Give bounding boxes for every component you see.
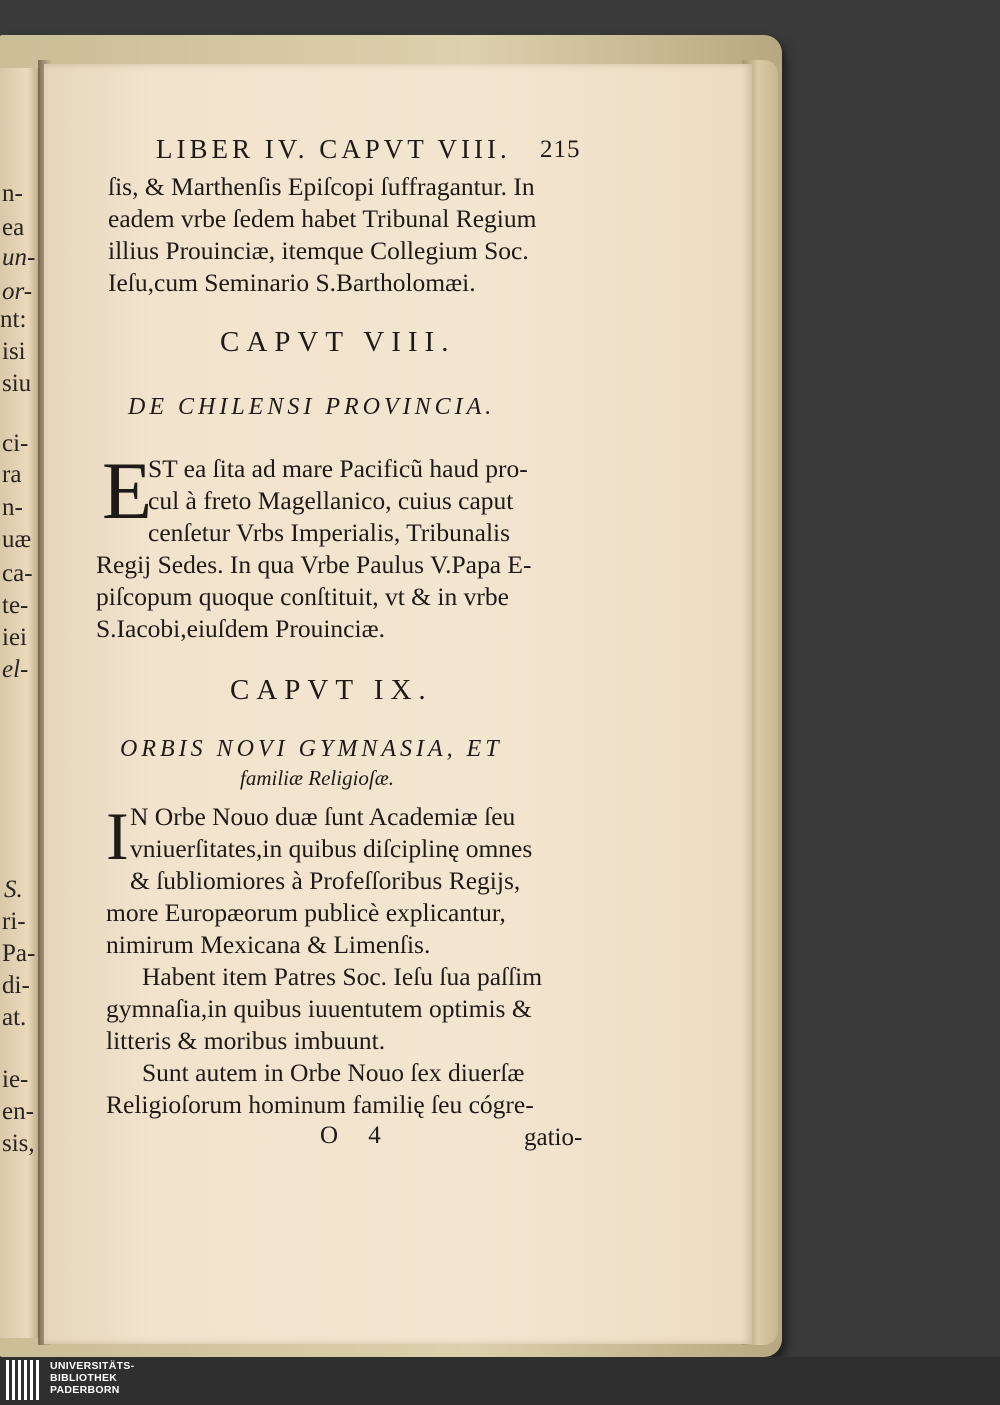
left-fragment: en-: [2, 1098, 34, 1125]
left-fragment: at.: [2, 1004, 27, 1031]
text-line: litteris & moribus imbuunt.: [106, 1026, 386, 1055]
running-head: LIBER IV. CAPVT VIII.: [156, 134, 511, 164]
left-fragment: uæ: [2, 526, 32, 553]
left-fragment: ci-: [2, 430, 29, 457]
left-fragment: un-: [2, 244, 36, 271]
text-line: more Europæorum publicè explicantur,: [106, 898, 506, 927]
chapter-heading: CAPVT IX.: [230, 674, 433, 706]
left-fragment: isi: [2, 338, 26, 365]
text-line: N Orbe Nouo duæ ſunt Academiæ ſeu: [130, 802, 516, 831]
left-fragment: di-: [2, 972, 30, 999]
drop-initial: E: [102, 445, 153, 536]
left-fragment: nt:: [0, 306, 27, 333]
library-name-line: UNIVERSITÄTS-: [50, 1360, 135, 1372]
text-line: illius Prouinciæ, itemque Collegium Soc.: [108, 236, 529, 265]
library-name-line: PADERBORN: [50, 1384, 120, 1396]
chapter-subheading: ORBIS NOVI GYMNASIA, ET: [120, 736, 503, 762]
library-name: [50, 1360, 134, 1396]
library-logo-icon: [4, 1357, 44, 1405]
library-name-line: BIBLIOTHEK: [50, 1372, 118, 1384]
left-fragment: n-: [2, 180, 23, 207]
text-line: ſis, & Marthenſis Epiſcopi ſuffragantur. In: [108, 172, 535, 201]
left-fragment: siu: [2, 370, 32, 397]
text-line: ST ea ſita ad mare Pacificũ haud pro-: [148, 454, 528, 483]
drop-initial: I: [106, 798, 129, 874]
left-fragment: n-: [2, 494, 23, 521]
signature-mark: O 4: [320, 1122, 393, 1149]
book-page: [44, 64, 752, 1344]
left-fragment: sis,: [2, 1130, 35, 1157]
text-line: & ſubliomiores à Profeſſoribus Regijs,: [130, 866, 521, 895]
text-line: S.Iacobi,eiuſdem Prouinciæ.: [96, 614, 385, 643]
left-fragment: te-: [2, 592, 29, 619]
left-fragment: el-: [2, 656, 29, 683]
left-fragment: S.: [4, 876, 23, 903]
library-footer: [0, 1357, 1000, 1405]
left-fragment: or-: [2, 278, 33, 305]
text-line: gymnaſia,in quibus iuuentutem optimis &: [106, 994, 532, 1023]
page-number: 215: [540, 136, 581, 163]
text-line: Ieſu,cum Seminario S.Bartholomæi.: [108, 268, 476, 297]
left-fragment: iei: [2, 624, 27, 651]
left-fragment: ra: [2, 461, 22, 488]
text-line: Regij Sedes. In qua Vrbe Paulus V.Papa E-: [96, 550, 532, 579]
left-fragment: ea: [2, 214, 25, 241]
text-line: Habent item Patres Soc. Ieſu ſua paſſim: [142, 962, 543, 991]
text-line: Sunt autem in Orbe Nouo ſex diuerſæ: [142, 1058, 525, 1087]
left-facing-page: [0, 68, 40, 1338]
left-fragment: ie-: [2, 1066, 29, 1093]
chapter-subheading-2: familiæ Religioſæ.: [240, 766, 395, 790]
left-fragment: Pa-: [2, 940, 36, 967]
chapter-heading: CAPVT VIII.: [220, 326, 456, 358]
catchword: gatio-: [524, 1124, 583, 1151]
text-line: cul à freto Magellanico, cuius caput: [148, 486, 514, 515]
text-line: piſcopum quoque conſtituit, vt & in vrbe: [96, 582, 509, 611]
text-line: eadem vrbe ſedem habet Tribunal Regium: [108, 204, 537, 233]
text-line: vniuerſitates,in quibus diſciplinę omnes: [130, 834, 533, 863]
text-line: Religioſorum hominum familię ſeu cógre-: [106, 1090, 534, 1119]
text-line: nimirum Mexicana & Limenſis.: [106, 930, 431, 959]
text-line: cenſetur Vrbs Imperialis, Tribunalis: [148, 518, 511, 547]
chapter-subheading: DE CHILENSI PROVINCIA.: [128, 394, 496, 420]
left-fragment: ca-: [2, 560, 33, 587]
left-fragment: ri-: [2, 908, 26, 935]
